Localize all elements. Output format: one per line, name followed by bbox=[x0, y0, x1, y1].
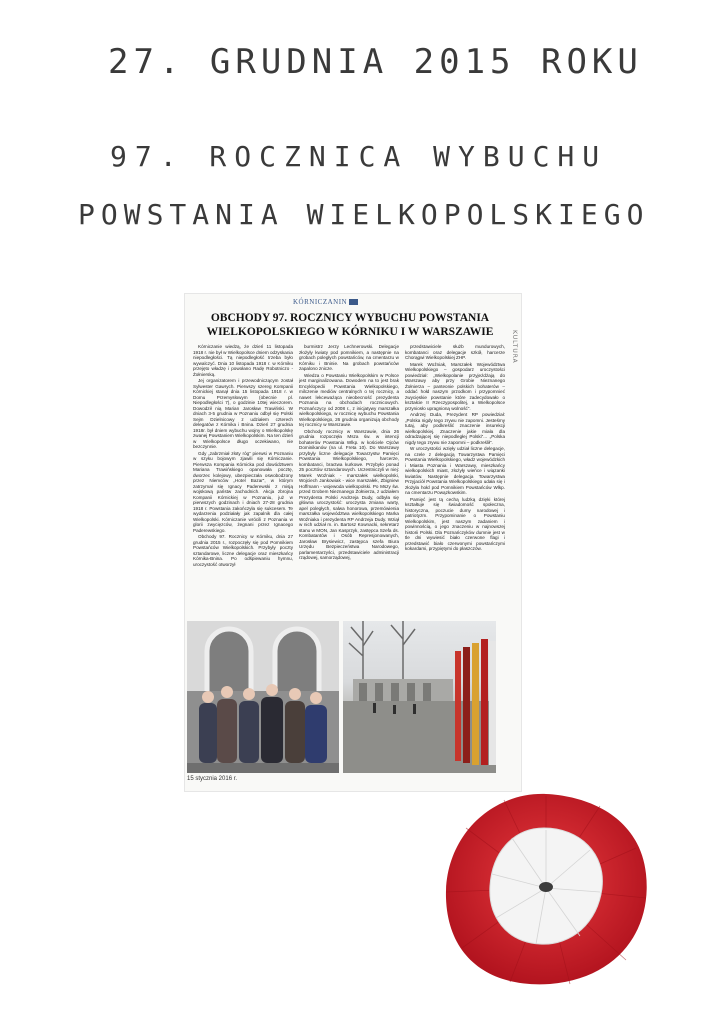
masthead-logo-icon bbox=[349, 299, 358, 305]
handwritten-date: 27. GRUDNIA 2015 ROKU bbox=[108, 42, 643, 82]
article-column-3 bbox=[405, 344, 505, 634]
paragraph: Marek Woźniak, Marszałek Województwa Wielkopolskiego – gospodarz uroczystości powiedział: „Wielkopolanie przyjeżdżają do Warszawy aby przy Grobie Nieznanego Żołnierza – panteonie polskich bohaterów – oddać hołd naszym przodkom i przypomnieć zwycięskie powstanie które zadecydowało o kształcie II Rzeczypospolitej, a Wielkopolsce przyniosło upragnioną wolność”. bbox=[405, 361, 505, 411]
paragraph: W uroczystości wzięły udział liczne delegacje, na czele z delegacją Towarzystwa Pamięci Powstania Wielkopolskiego, władz wojewódzkich i Miasta Poznania i Warszawy, mieszkańcy wielkopolskich miast, złożyły wieńce i wiązanki kwiatów. Następnie delegacja Towarzystwa Przyjaciół Powstania Wielkopolskiego udała się i złożyła hołd pod Pomnikiem Powstańców Wlkp. na cmentarzu Powązkowskim. bbox=[405, 446, 505, 495]
handwritten-title-line-1: 97. ROCZNICA WYBUCHU bbox=[110, 140, 608, 173]
paragraph: Jej organizatorem i przewodniczącym został Sylwester Gawrych. Pierwszy szereg Kompanii Kórnickiej stanął dnia 15 listopada 1918 r. w Domu Przemysłowym (obecnie pl. Niepodległości 7), o godzinie 10tej wieczorem. Dowodził nią Marian Jarosław Trawiński. W dniach 3-5 grudnia w Poznaniu odbył się Polski Sejm Dzielnicowy z udziałem czterech delegatów z Kórnika i Bnina. Dzień 27 grudnia 1918r. był dniem wybuchu wojny o Wielkopolskę zwanej Powstaniem Wielkopolskim. Na ten dzień w Wielkopolsce długo oczekiwano, nie bezczynnie. bbox=[193, 378, 293, 449]
photo-group-illustration bbox=[187, 621, 339, 773]
cockade-rosette bbox=[440, 788, 652, 990]
paragraph: Kórniczanie wiedzą, że dzień 11 listopada 1918 r. nie był w Wielkopolsce dniem odzyskania niepodległości. Tą niepodległość trzeba było wywalczyć. Dnia 10 listopada 1918 r. w Kórniku przejęto władzę i powołano Radę Robotniczo - Żołnierską. bbox=[193, 344, 293, 377]
newspaper-masthead: KÓRNICZANIN bbox=[293, 298, 358, 308]
clipping-date: 15 stycznia 2016 r. bbox=[187, 776, 238, 782]
paragraph: Obchody rocznicy w Warszawie, dnia 26 grudnia rozpoczęła Msza św. w intencji bohaterów Powstania Wlkp. w kościele Ojców Dominikanów (na ul. Freta 10). Do Warszawy przybyły liczne delegacje Towarzystw Pamięci Powstania Wielkopolskiego, harcerze, kombatanci, bractwa kurkowe. Przybyło ponad 25 pocztów sztandarowych. Uczestniczyli w niej: Marek Woźniak - marszałek wielkopolski, Wojciech Jankowiak - wice marszałek, Zbigniew Hoffmann - wojewoda wielkopolski. Po Mszy św. przed Grobem Nieznanego Żołnierza, z udziałem Prezydenta Polski Andrzeja Dudy, odbyła się główna uroczystość: uroczysta zmiana warty, apel poległych, salwa honorowa, przemówienia marszałka województwa wielkopolskiego Marka Woźniaka i prezydenta RP Andrzeja Dudy. Wziął w nich udział m. in. Bartosz Kownacki, sekretarz stanu w MON, Jan Kasprzyk, zastępca Szefa ds. Kombatantów i Osób Represjonowanych, Jarosław Brysiewicz, zastępca szefa Biura Urzędu Bezpieczeństwa Narodowego, parlamentarzyści, przedstawiciele administracji rządowej, samorządowej, bbox=[299, 428, 399, 560]
newspaper-clipping bbox=[184, 293, 522, 792]
photo-ceremony-illustration bbox=[343, 621, 496, 773]
paragraph: Gdy „zabrzmiał złoty róg” pierwsi w Poznaniu w szyku bojowym zjawili się Kórniczanie. Pierwsza Kompania Kórnicka pod dowództwem Mariana Trawińskiego opanowała pocztę, dworzec kolejowy, ubezpieczała oswobodzony przez Niemców „Hotel Bazar”, w którym zatrzymał się Ignacy Paderewski z misją wojskową państw zachodnich. Akcja zbrojna Kompanii Kórnickiej w Poznaniu, już w pierwszych godzinach i dniach 27-28 grudnia 1918 r. Powstania zakończyła się sukcesem. Te wydarzenia podziałały jak zapalnik dla całej Wielkopolski. Kórniczanie wrócili z Poznania w glorii zwycięzców, żegnani przez Ignacego Paderewskiego. bbox=[193, 450, 293, 533]
paragraph: burmistrz Jerzy Lechnerowski. Delegacje złożyły kwiaty pod pomnikiem, a następnie na grobach poległych powstańców, na cmentarzu w Kórniku i Bninie. Na grobach powstańców zapalono znicze. bbox=[299, 344, 399, 371]
paragraph: przedstawiciele służb mundurowych, kombatanci oraz delegacje szkół, harcerze Chorągwi Wielkopolskiej ZHP. bbox=[405, 344, 505, 360]
article-column-2 bbox=[299, 344, 399, 634]
photo-group-at-monument bbox=[187, 621, 339, 773]
photo-tomb-of-unknown-soldier bbox=[343, 621, 496, 773]
article-headline: OBCHODY 97. ROCZNICY WYBUCHU POWSTANIA WIELKOPOLSKIEGO W KÓRNIKU I W WARSZAWIE bbox=[206, 312, 494, 338]
article-column-1 bbox=[193, 344, 293, 634]
paragraph: Wiedza o Powstaniu Wielkopolskim w Polsce jest marginalizowana. Dowodem na to jest brak Encyklopedii Powstania Wielkopolskiego, milczenie mediów centralnych o tej rocznicy, a nawet lekceważąca nieobecność prezydenta Poznania na obchodach rocznicowych. Poznańczycy od 2008 r., z inicjatywy marszałka wielkopolskiego, w rocznicę wybuchu Powstania Wielkopolskiego, 26 grudnia organizują obchody tej rocznicy w Warszawie. bbox=[299, 372, 399, 427]
paragraph: Andrzej Duda, Prezydent RP powiedział: „Polska nigdy tego zrywu nie zapomni. Jesteśmy tutaj, aby podkreślić znaczenie insurekcji wielkopolskiej. Znaczenie jakie miała dla odradzającej się niepodległej Polski”... „Polska nigdy tego zrywu nie zapomni – podkreślił”. bbox=[405, 412, 505, 445]
paragraph: Pamięć jest tą cechą ludzką dzięki której kształtuje się świadomość społeczna, historyczna, poczucie dumy narodowej i patriotyzm. Przypominanie o Powstaniu Wielkopolskim, jest naszym zadaniem i powinnością, o jego znaczeniu w najnowszej historii Polski. Dla Poznańczyków dumnie jest w tle dni wywiesić biało czerwone flagi i przedstawić biało czerwonymi powstańczymi kokardami, przypiętymi do płaszczów. bbox=[405, 496, 505, 551]
cockade-icon bbox=[440, 788, 652, 990]
paragraph: Obchody 97. Rocznicy w Kórniku, dnia 27 grudnia 2015 r., rozpoczęły się pod Pomnikiem Powstańców Wielkopolskich. Przybyły poczty sztandarowe, liczne delegacje oraz mieszkańcy Kórnika-Bnina. Po odśpiewaniu hymnu, uroczystość otworzył bbox=[193, 534, 293, 567]
section-label: KULTURA bbox=[511, 330, 518, 364]
handwritten-title-line-2: POWSTANIA WIELKOPOLSKIEGO bbox=[78, 198, 650, 231]
